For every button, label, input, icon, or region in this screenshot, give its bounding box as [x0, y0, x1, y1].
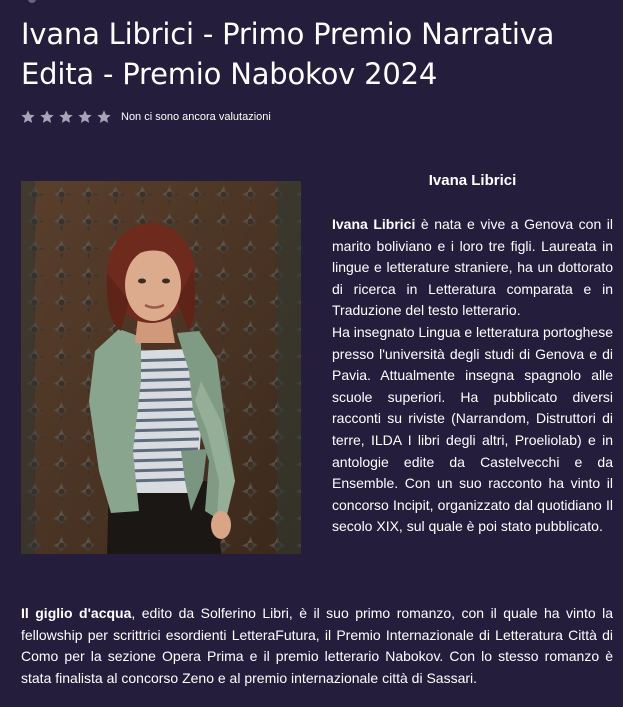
author-portrait-photo [21, 181, 301, 554]
bio-paragraph-1 [332, 214, 613, 322]
partial-avatar [28, 0, 36, 3]
star-icon[interactable] [20, 109, 39, 125]
bio-paragraph-2: Ha insegnato Lingua e letteratura portoghese presso l'università degli studi di Genova e di Pavia. Attualmente insegna spagnolo alle scuole superiori. Ha pubblicato diversi racconti su riviste (Narrandom, Distruttori di terre, ILDA I libri degli altri, Proeliolab) e in antologie edite da Castelvecchi e da Ensemble. Con un suo racconto ha vinto il concorso Incipit, organizzato dal quotidiano Il secolo XIX, sul quale è poi stato pubblicato. [332, 323, 613, 535]
star-icon[interactable] [58, 109, 77, 125]
star-rating[interactable] [20, 109, 115, 125]
novel-paragraph [21, 603, 613, 689]
star-icon[interactable] [96, 109, 115, 125]
bio-author-name: Ivana Librici [332, 216, 416, 232]
author-bio [332, 170, 613, 538]
star-icon[interactable] [39, 109, 58, 125]
rating-status-text: Non ci sono ancora valutazioni [121, 111, 271, 123]
novel-title: Il giglio d'acqua [21, 605, 132, 621]
bio-heading: Ivana Librici [428, 172, 517, 189]
novel-description: , edito da Solferino Libri, è il suo primo romanzo, con il quale ha vinto la fellowship per scrittrici esordienti LetteraFutura, il Premio Internazionale di Letteratura Città di Como per la sezione Opera Prima e il premio letterario Nabokov. Con lo stesso romanzo è stata finalista al concorso Zeno e al premio internazionale città di Sassari. [21, 605, 613, 686]
star-icon[interactable] [77, 109, 96, 125]
bio-paragraph-1-text: è nata e vive a Genova con il marito boliviano e i loro tre figli. Laureata in lingue e letterature straniere, ha un dottorato di ricerca in Letteratura comparata e in Traduzione del testo letterario. [332, 216, 614, 319]
rating-widget[interactable] [20, 109, 271, 125]
page-title: Ivana Librici - Primo Premio Narrativa Edita - Premio Nabokov 2024 [21, 17, 555, 91]
